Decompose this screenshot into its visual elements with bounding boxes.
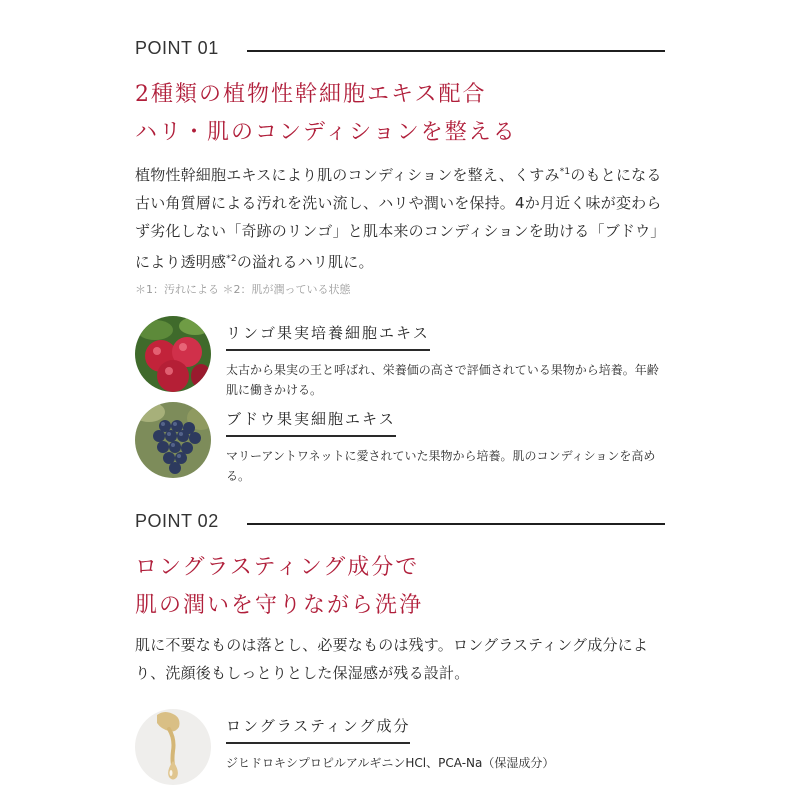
point-01-footnote: ＊1：汚れによる ＊2：肌が潤っている状態 [135,283,351,296]
ingredient-longlasting-title: ロングラスティング成分 [226,715,410,744]
point-01-divider [247,50,665,52]
point-01-body-part3: の溢れるハリ肌に。 [236,253,374,271]
point-02-ingredients [135,709,665,799]
ingredient-apple-title: リンゴ果実培養細胞エキス [226,322,430,351]
point-01-headline [135,76,665,152]
point-01-body [135,158,665,276]
serum-drop-icon [135,709,211,785]
point-01-headline-line2: ハリ・肌のコンディションを整える [135,120,517,145]
point-02-header [135,511,665,541]
point-02-divider [247,523,665,525]
ingredient-apple [135,316,665,406]
point-01-body-part1: 植物性幹細胞エキスにより肌のコンディションを整え、くすみ [135,166,560,184]
ingredient-longlasting-desc: ジヒドロキシプロピルアルギニンHCl、PCA-Na（保湿成分） [226,756,555,770]
ingredient-grape-title: ブドウ果実細胞エキス [226,408,396,437]
point-02-headline-line2: 肌の潤いを守りながら洗浄 [135,593,424,618]
point-01-headline-line1: 2種類の植物性幹細胞エキス配合 [135,82,487,107]
point-02-body: 肌に不要なものは落とし、必要なものは残す。ロングラスティング成分により、洗顔後もしっとりとした保湿感が残る設計。 [135,636,649,682]
point-01-body-part2: のもとになる古い角質層による汚れを洗い流し、ハリや潤いを保持。4か月近く味が変わらず劣化しない「奇跡のリンゴ」と肌本来のコンディションを助ける「ブドウ」により透明感 [135,166,662,271]
point-02-label: POINT 02 [135,511,219,531]
grape-icon [135,402,211,478]
footnote-ref-1: *1 [559,167,571,177]
apple-icon [135,316,211,392]
point-01-ingredients [135,316,665,492]
point-02-section [135,511,665,799]
point-02-headline-line1: ロングラスティング成分で [135,555,420,580]
footnote-ref-2: *2 [226,254,237,264]
ingredient-longlasting [135,709,665,799]
ingredient-grape [135,402,665,492]
point-02-headline [135,549,665,625]
point-01-section [135,38,665,492]
point-01-header [135,38,665,68]
point-01-label: POINT 01 [135,38,219,58]
ingredient-apple-desc: 太古から果実の王と呼ばれ、栄養価の高さで評価されている果物から培養。年齢肌に働きかける。 [226,363,659,397]
ingredient-grape-desc: マリーアントワネットに愛されていた果物から培養。肌のコンディションを高める。 [226,449,656,483]
